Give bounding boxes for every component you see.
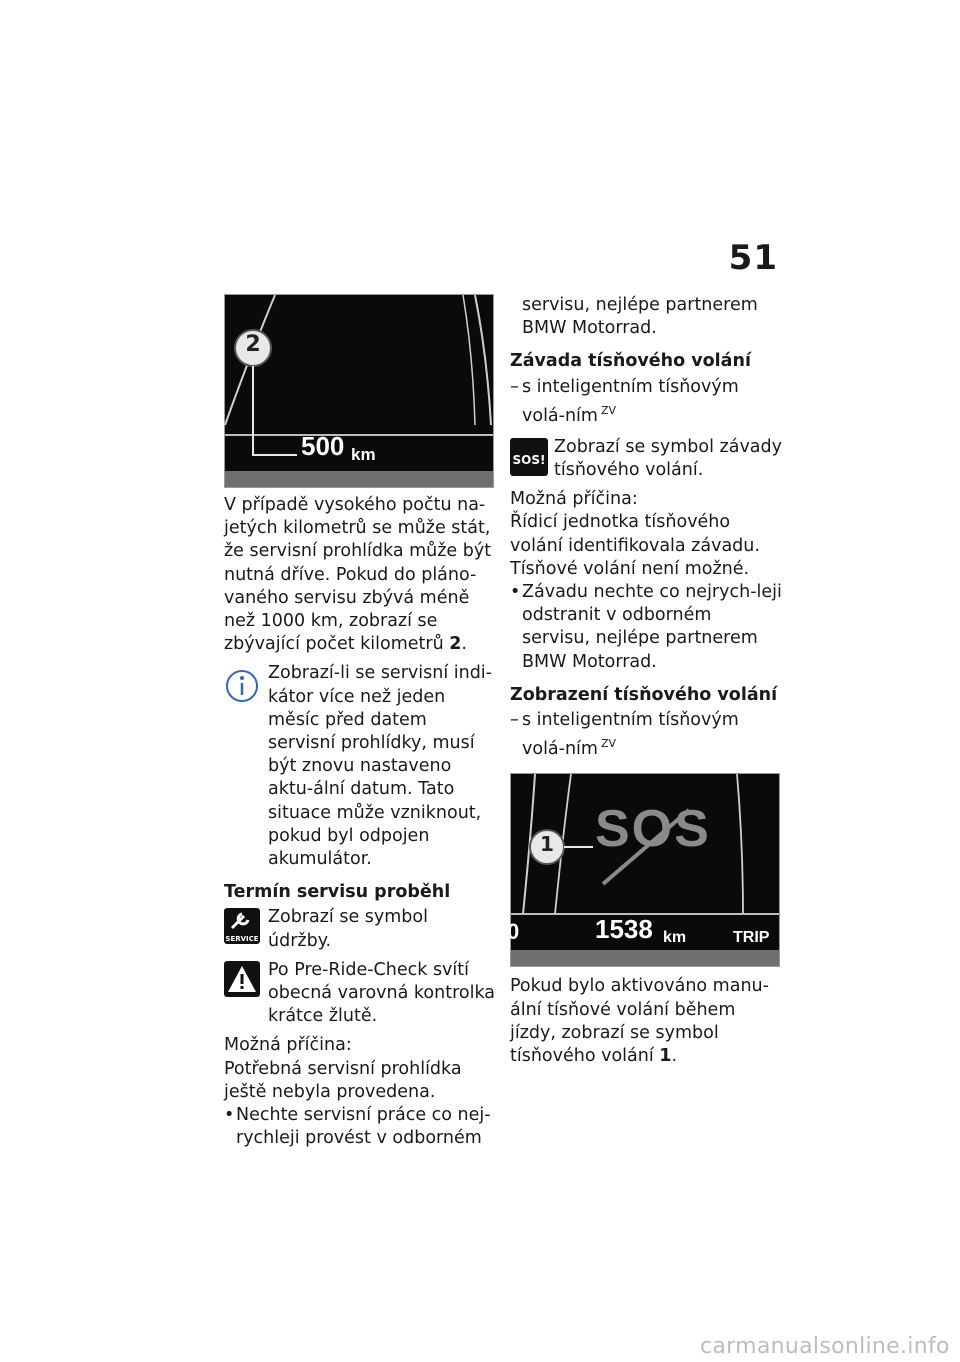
closing-ref: 1 — [659, 1045, 672, 1066]
warning-text: Po Pre-Ride-Check svítí obecná varovná kontrolka krátce žlutě. — [268, 959, 496, 1027]
intro-paragraph — [224, 494, 496, 656]
left-column — [224, 294, 496, 1150]
trip-left-digit: 0 — [507, 919, 520, 945]
sos-fault-row — [510, 436, 782, 482]
sos-icon — [510, 438, 548, 476]
heading-emergency-call-fault: Závada tísňového volání — [510, 351, 751, 372]
bullet-marker: • — [224, 1105, 235, 1126]
info-icon — [224, 664, 260, 704]
info-note — [224, 662, 496, 871]
service-wrench-icon — [224, 908, 260, 944]
right-cause-text: Řídicí jednotka tísňového volání identifikovala závadu. Tísňové volání není možné. — [510, 512, 760, 579]
fault-condition-text: s inteligentním tísňovým volá-ním — [522, 376, 739, 426]
closing-paragraph — [510, 975, 782, 1068]
right-cause-label: Možná příčina: — [510, 489, 638, 510]
dash-marker: – — [510, 710, 519, 731]
intro-ref: 2 — [449, 634, 462, 655]
display-condition-text: s inteligentním tísňovým volá-ním — [522, 710, 739, 760]
heading-emergency-call-display: Zobrazení tísňového volání — [510, 684, 778, 705]
fault-condition — [510, 376, 782, 428]
right-bullet-item — [510, 581, 782, 674]
warning-triangle-icon — [224, 961, 260, 997]
remaining-distance-unit: km — [351, 445, 376, 464]
sos-display-figure — [507, 773, 780, 967]
intro-end: . — [461, 634, 467, 655]
closing-text: Pokud bylo aktivováno manu-ální tísňové volání během jízdy, zobrazí se symbol tísňového volání — [510, 976, 769, 1066]
watermark: carmanualsonline.info — [700, 1334, 950, 1359]
display-condition — [510, 709, 782, 761]
intro-text: V případě vysokého počtu na-jetých kilometrů se může stát, že servisní prohlídka může být nutná dříve. Pokud do pláno-vaného servisu zbývá méně než 1000 km, zobrazí se zbývající počet kilometrů — [224, 495, 492, 655]
bullet-marker: • — [510, 582, 521, 603]
warning-row — [224, 959, 496, 1029]
right-column — [507, 294, 782, 1074]
remaining-distance-value: 500 — [301, 431, 345, 461]
callout-1-label: 1 — [540, 832, 554, 857]
dash-marker: – — [510, 376, 519, 397]
zv-superscript: ZV — [600, 737, 617, 751]
continued-text: servisu, nejlépe partnerem BMW Motorrad. — [522, 295, 758, 339]
odometer-unit: km — [663, 929, 687, 947]
closing-end: . — [671, 1045, 678, 1066]
cause-text: Potřebná servisní prohlídka ještě nebyla provedena. — [224, 1058, 462, 1102]
odometer-value: 1538 — [595, 914, 653, 945]
trip-label: TRIP — [733, 929, 770, 947]
sos-display-symbol: SOS — [595, 800, 711, 859]
page-number: 51 — [728, 238, 778, 278]
bullet-item — [224, 1104, 496, 1150]
zv-superscript: ZV — [600, 403, 617, 417]
heading-service-due: Termín servisu proběhl — [224, 882, 451, 903]
sos-icon-label: SOS! — [512, 452, 546, 467]
service-symbol-text: Zobrazí se symbol údržby. — [268, 907, 428, 951]
service-symbol-row — [224, 906, 496, 952]
right-bullet-text: Závadu nechte co nejrych-leji odstranit v odborném servisu, nejlépe partnerem BMW Motorrad. — [522, 582, 782, 672]
bullet-text: Nechte servisní práce co nej-rychleji provést v odborném — [236, 1105, 491, 1149]
info-note-text: Zobrazí-li se servisní indi-kátor více než jeden měsíc před datem servisní prohlídky, musí být znovu nastaveno aktu-ální datum. Tato situace může vzniknout, pokud byl odpojen akumulátor. — [268, 663, 492, 870]
callout-2-label: 2 — [245, 332, 261, 357]
cause-label: Možná příčina: — [224, 1035, 352, 1056]
service-icon-label: SERVICE — [225, 935, 259, 944]
service-distance-figure — [224, 294, 494, 488]
fault-symbol-text: Zobrazí se symbol závady tísňového volání. — [554, 436, 782, 481]
